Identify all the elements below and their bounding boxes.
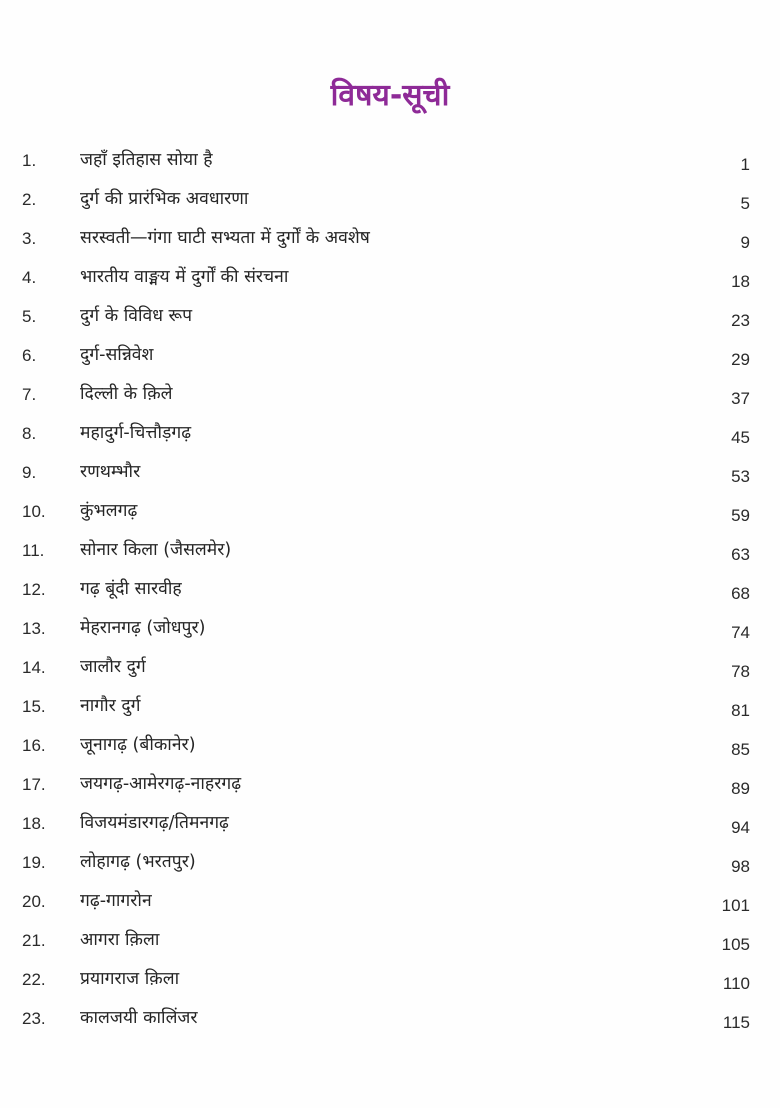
toc-entry-number: 17. xyxy=(22,775,46,794)
toc-entry-number: 23. xyxy=(22,1009,46,1028)
toc-entry xyxy=(0,728,780,767)
toc-entry-title: जालौर दुर्ग xyxy=(80,657,146,677)
toc-entry-title: महादुर्ग-चित्तौड़गढ़ xyxy=(80,423,192,443)
toc-entry-number: 5. xyxy=(22,307,37,326)
toc-entry-number: 1. xyxy=(22,151,37,170)
toc-entry-number: 9. xyxy=(22,463,37,482)
table-of-contents xyxy=(0,143,780,1040)
toc-entry xyxy=(0,299,780,338)
toc-entry-number: 13. xyxy=(22,619,46,638)
toc-entry-title: गढ़ बूंदी सारवीह xyxy=(80,579,182,599)
toc-entry xyxy=(0,338,780,377)
toc-entry-title: दिल्ली के क़िले xyxy=(80,384,173,404)
toc-entry-title: जूनागढ़ (बीकानेर) xyxy=(80,735,196,755)
toc-entry-page-number: 1 xyxy=(740,155,750,174)
toc-entry-title: जहाँ इतिहास सोया है xyxy=(80,150,213,170)
toc-entry-number: 3. xyxy=(22,229,37,248)
toc-entry-number: 19. xyxy=(22,853,46,872)
toc-entry-number: 2. xyxy=(22,190,37,209)
toc-entry-page-number: 115 xyxy=(722,1013,750,1032)
toc-entry-title: दुर्ग की प्रारंभिक अवधारणा xyxy=(80,189,249,209)
toc-entry-page-number: 81 xyxy=(731,701,750,720)
toc-entry xyxy=(0,533,780,572)
toc-entry-title: लोहागढ़ (भरतपुर) xyxy=(80,852,196,872)
toc-entry-page-number: 63 xyxy=(731,545,750,564)
toc-entry xyxy=(0,143,780,182)
toc-entry-title: विजयमंडारगढ़/तिमनगढ़ xyxy=(80,813,229,833)
toc-entry xyxy=(0,416,780,455)
page-title: विषय-सूची xyxy=(330,78,450,113)
toc-entry-number: 8. xyxy=(22,424,37,443)
toc-entry-page-number: 101 xyxy=(721,896,750,915)
toc-entry-page-number: 85 xyxy=(731,740,750,759)
toc-entry xyxy=(0,182,780,221)
toc-entry xyxy=(0,572,780,611)
toc-entry-page-number: 59 xyxy=(731,506,750,525)
toc-entry-page-number: 53 xyxy=(731,467,750,486)
toc-entry-title: कालजयी कालिंजर xyxy=(80,1008,198,1028)
toc-entry-page-number: 68 xyxy=(731,584,750,603)
toc-entry-title: मेहरानगढ़ (जोधपुर) xyxy=(80,618,206,638)
toc-entry-title: आगरा क़िला xyxy=(80,930,160,950)
toc-entry-title: नागौर दुर्ग xyxy=(80,696,141,716)
toc-entry-number: 11. xyxy=(22,541,45,560)
toc-entry xyxy=(0,260,780,299)
toc-entry-page-number: 5 xyxy=(740,194,750,213)
toc-entry-title: दुर्ग के विविध रूप xyxy=(80,306,193,326)
toc-entry xyxy=(0,650,780,689)
toc-entry xyxy=(0,767,780,806)
toc-entry-page-number: 94 xyxy=(731,818,750,837)
toc-entry xyxy=(0,494,780,533)
toc-entry-number: 4. xyxy=(22,268,37,287)
toc-entry-number: 10. xyxy=(22,502,46,521)
toc-entry xyxy=(0,923,780,962)
toc-entry-title: सरस्वती—गंगा घाटी सभ्यता में दुर्गों के अवशेष xyxy=(80,228,370,248)
toc-entry-number: 12. xyxy=(22,580,46,599)
toc-entry-number: 15. xyxy=(22,697,46,716)
toc-entry-page-number: 98 xyxy=(731,857,750,876)
toc-entry xyxy=(0,884,780,923)
toc-entry-title: भारतीय वाङ्मय में दुर्गों की संरचना xyxy=(80,267,289,287)
toc-entry-number: 7. xyxy=(22,385,37,404)
toc-entry-title: गढ़-गागरोन xyxy=(80,891,152,911)
toc-entry-page-number: 29 xyxy=(731,350,750,369)
toc-entry-title: जयगढ़-आमेरगढ़-नाहरगढ़ xyxy=(80,774,242,794)
toc-entry-number: 14. xyxy=(22,658,46,677)
toc-entry-number: 21. xyxy=(22,931,46,950)
toc-entry-page-number: 110 xyxy=(722,974,750,993)
toc-entry xyxy=(0,221,780,260)
toc-entry-page-number: 89 xyxy=(731,779,750,798)
toc-entry-page-number: 105 xyxy=(721,935,750,954)
toc-entry-title: रणथम्भौर xyxy=(80,462,141,482)
toc-entry xyxy=(0,611,780,650)
toc-entry xyxy=(0,377,780,416)
toc-entry-number: 20. xyxy=(22,892,46,911)
toc-entry xyxy=(0,455,780,494)
toc-entry-page-number: 74 xyxy=(731,623,750,642)
toc-entry-title: प्रयागराज क़िला xyxy=(80,969,180,989)
toc-entry-page-number: 45 xyxy=(731,428,750,447)
toc-entry xyxy=(0,689,780,728)
toc-entry-page-number: 37 xyxy=(731,389,750,408)
toc-entry-page-number: 9 xyxy=(740,233,750,252)
toc-entry-number: 18. xyxy=(22,814,46,833)
toc-entry-number: 22. xyxy=(22,970,46,989)
toc-entry-page-number: 23 xyxy=(731,311,750,330)
toc-entry-title: कुंभलगढ़ xyxy=(80,501,138,521)
toc-entry xyxy=(0,1001,780,1040)
toc-entry-title: सोनार किला (जैसलमेर) xyxy=(80,540,232,560)
toc-entry-number: 16. xyxy=(22,736,46,755)
toc-entry-number: 6. xyxy=(22,346,37,365)
toc-entry xyxy=(0,845,780,884)
toc-entry xyxy=(0,962,780,1001)
toc-entry xyxy=(0,806,780,845)
toc-entry-page-number: 18 xyxy=(731,272,750,291)
toc-entry-title: दुर्ग-सन्निवेश xyxy=(80,345,154,365)
toc-entry-page-number: 78 xyxy=(731,662,750,681)
